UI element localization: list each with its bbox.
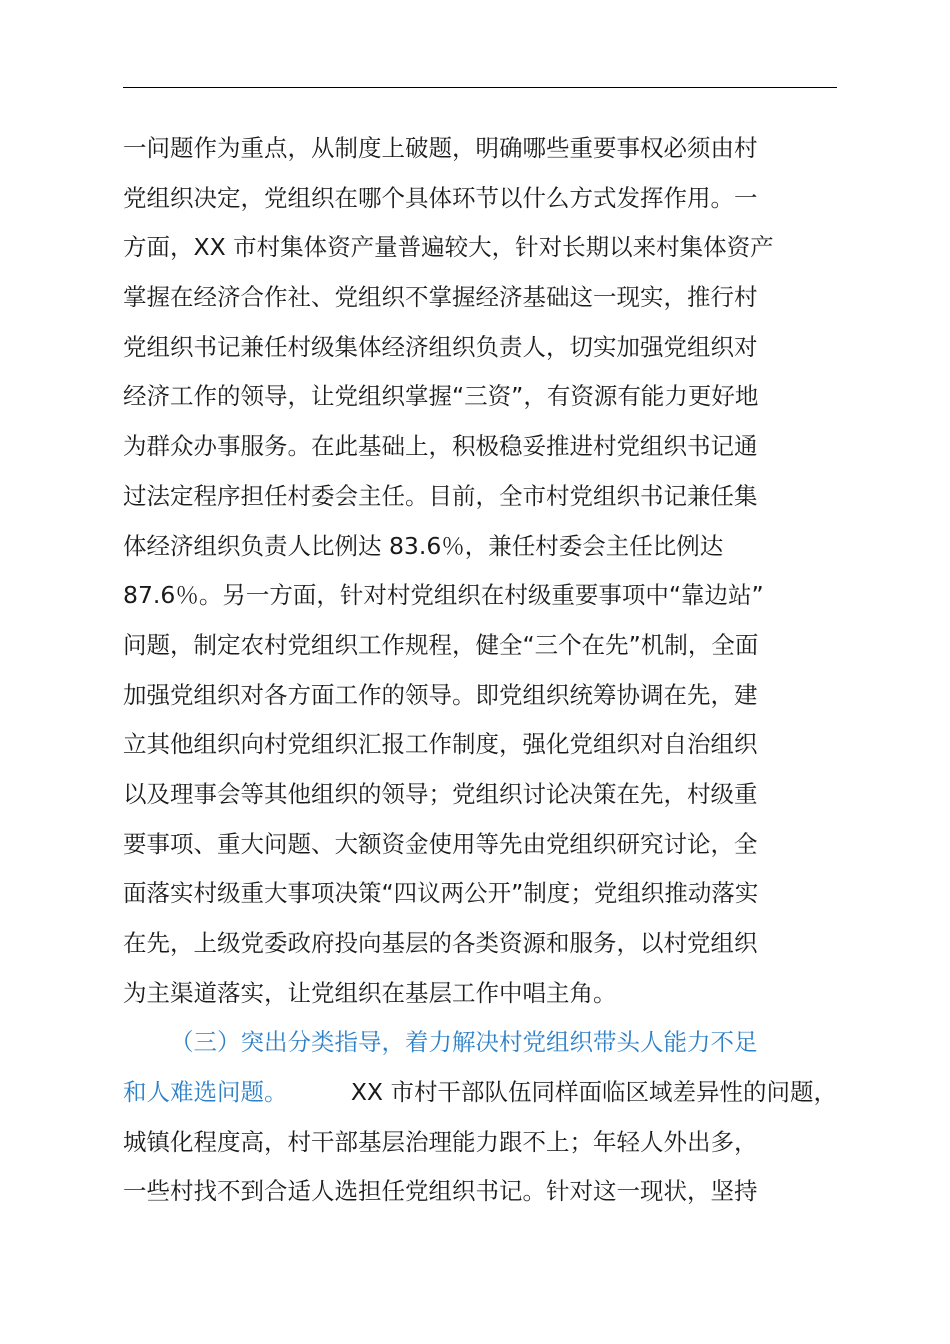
- text-line: 城镇化程度高，村干部基层治理能力跟不上；年轻人外出多，: [123, 1127, 758, 1156]
- text-line: 一些村找不到合适人选担任党组织书记。针对这一现状，坚持: [123, 1177, 758, 1206]
- text-line: 党组织决定，党组织在哪个具体环节以什么方式发挥作用。一: [123, 183, 758, 212]
- document-body: [123, 124, 837, 1217]
- body-text: XX 市村干部队伍同样面临区域差异性的问题，: [350, 1078, 837, 1107]
- text-line: 党组织书记兼任村级集体经济组织负责人，切实加强党组织对: [123, 332, 758, 361]
- text-line: 为群众办事服务。在此基础上，积极稳妥推进村党组织书记通: [123, 432, 758, 461]
- text-line: 要事项、重大问题、大额资金使用等先由党组织研究讨论，全: [123, 829, 758, 858]
- section-heading-continued: 和人难选问题。: [123, 1078, 288, 1107]
- text-line: 问题，制定农村党组织工作规程，健全“三个在先”机制，全面: [123, 630, 759, 659]
- text-line: 为主渠道落实，让党组织在基层工作中唱主角。: [123, 978, 617, 1007]
- text-line: 立其他组织向村党组织汇报工作制度，强化党组织对自治组织: [123, 730, 758, 759]
- text-line: 以及理事会等其他组织的领导；党组织讨论决策在先，村级重: [123, 779, 758, 808]
- header-rule: [123, 87, 837, 88]
- text-line: 一问题作为重点，从制度上破题，明确哪些重要事权必须由村: [123, 134, 758, 162]
- text-line: 87.6％。另一方面，针对村党组织在村级重要事项中“靠边站”: [123, 581, 764, 610]
- text-line: 面落实村级重大事项决策“四议两公开”制度；党组织推动落实: [123, 879, 759, 908]
- text-line: 加强党组织对各方面工作的领导。即党组织统筹协调在先，建: [123, 680, 758, 709]
- text-line: [123, 1068, 837, 1118]
- section-heading-line: [123, 1018, 837, 1068]
- text-line: 过法定程序担任村委会主任。目前，全市村党组织书记兼任集: [123, 481, 758, 510]
- text-line: 掌握在经济合作社、党组织不掌握经济基础这一现实，推行村: [123, 283, 758, 312]
- text-line: 在先，上级党委政府投向基层的各类资源和服务，以村党组织: [123, 929, 758, 957]
- text-line: 经济工作的领导，让党组织掌握“三资”，有资源有能力更好地: [123, 382, 759, 411]
- text-line: 体经济组织负责人比例达 83.6％，兼任村委会主任比例达: [123, 531, 724, 560]
- section-heading: （三）突出分类指导，着力解决村党组织带头人能力不足: [170, 1028, 758, 1057]
- text-line: 方面，XX 市村集体资产量普遍较大，针对长期以来村集体资产: [123, 233, 774, 262]
